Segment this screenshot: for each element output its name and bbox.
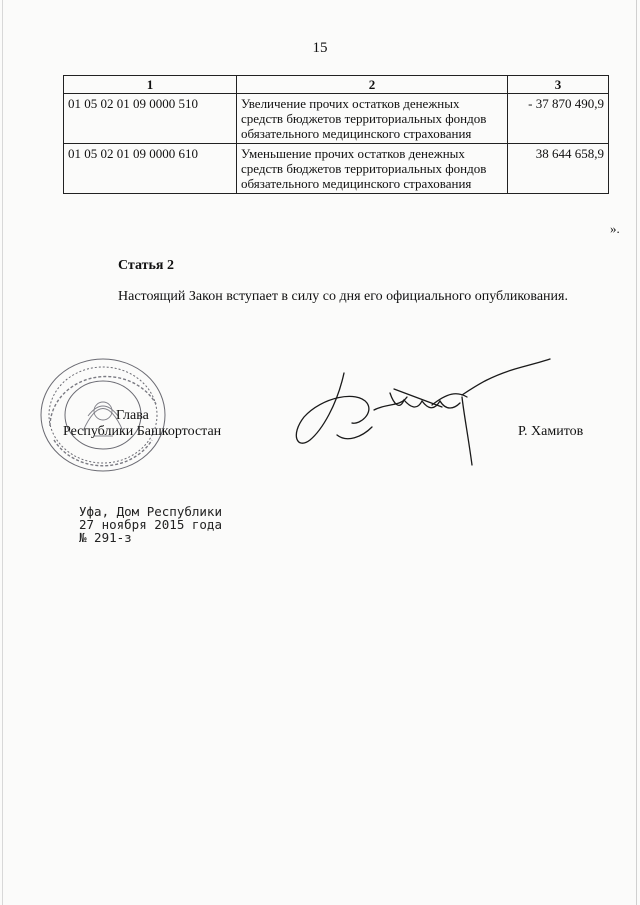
article-heading: Статья 2 <box>118 258 174 273</box>
table-row <box>64 144 609 194</box>
column-header: 2 <box>237 76 508 94</box>
scan-edge-left <box>2 0 3 905</box>
signatory-title-line1: Глава <box>116 408 149 423</box>
scan-edge-right <box>636 0 637 905</box>
footer-number: № 291-з <box>79 530 132 545</box>
document-footer <box>79 505 222 544</box>
signatory-name: Р. Хамитов <box>518 424 584 439</box>
handwritten-signature <box>282 345 552 495</box>
signatory-title-line2: Республики Башкортостан <box>63 424 222 439</box>
description-cell: Уменьшение прочих остатков денежных средств бюджетов территориальных фондов обязательного медицинского страхования <box>237 144 508 194</box>
footer-place: Уфа, Дом Республики <box>79 504 222 519</box>
budget-sources-table <box>63 75 609 194</box>
amount-cell: 38 644 658,9 <box>508 144 609 194</box>
article-text: Настоящий Закон вступает в силу со дня его официального опубликования. <box>118 289 568 304</box>
closing-quote: ». <box>610 221 620 236</box>
column-header: 3 <box>508 76 609 94</box>
amount-cell: - 37 870 490,9 <box>508 94 609 144</box>
page-number: 15 <box>312 40 328 56</box>
budget-code-cell: 01 05 02 01 09 0000 510 <box>64 94 237 144</box>
description-cell: Увеличение прочих остатков денежных средств бюджетов территориальных фондов обязательного медицинского страхования <box>237 94 508 144</box>
column-header: 1 <box>64 76 237 94</box>
footer-date: 27 ноября 2015 года <box>79 517 222 532</box>
table-header-row <box>64 76 609 94</box>
table-row <box>64 94 609 144</box>
budget-code-cell: 01 05 02 01 09 0000 610 <box>64 144 237 194</box>
